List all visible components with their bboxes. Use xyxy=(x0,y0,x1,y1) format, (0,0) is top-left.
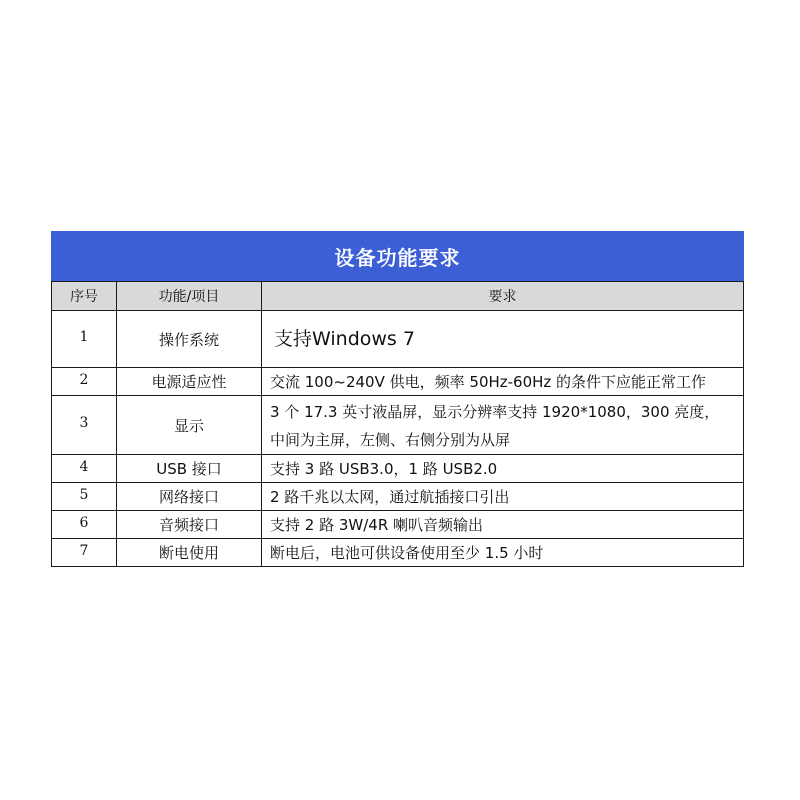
device-function-requirements-table xyxy=(51,231,744,567)
table-row xyxy=(52,539,744,567)
row-function: 音频接口 xyxy=(117,511,262,539)
row-requirement: 断电后，电池可供设备使用至少 1.5 小时 xyxy=(262,539,744,567)
row-requirement: 支持 2 路 3W/4R 喇叭音频输出 xyxy=(262,511,744,539)
row-requirement: 支持Windows 7 xyxy=(262,311,744,368)
row-num: 6 xyxy=(52,511,117,539)
row-num: 2 xyxy=(52,368,117,396)
table-row xyxy=(52,311,744,368)
row-function: 操作系统 xyxy=(117,311,262,368)
row-requirement xyxy=(262,396,744,455)
row-requirement: 2 路千兆以太网，通过航插接口引出 xyxy=(262,483,744,511)
header-function: 功能/项目 xyxy=(117,282,262,311)
table-title: 设备功能要求 xyxy=(52,232,744,282)
table-row xyxy=(52,396,744,455)
row-function: USB 接口 xyxy=(117,455,262,483)
row-num: 4 xyxy=(52,455,117,483)
row-function: 电源适应性 xyxy=(117,368,262,396)
row-num: 7 xyxy=(52,539,117,567)
row-num: 5 xyxy=(52,483,117,511)
table-row xyxy=(52,483,744,511)
table-row xyxy=(52,455,744,483)
row-requirement-line: 3 个 17.3 英寸液晶屏，显示分辨率支持 1920*1080，300 亮度， xyxy=(270,403,720,421)
header-requirement: 要求 xyxy=(262,282,744,311)
row-function: 网络接口 xyxy=(117,483,262,511)
table-row xyxy=(52,511,744,539)
row-requirement-line: 中间为主屏，左侧、右侧分别为从屏 xyxy=(270,431,511,449)
row-num: 1 xyxy=(52,311,117,368)
header-num: 序号 xyxy=(52,282,117,311)
table-title-row xyxy=(52,232,744,282)
row-num: 3 xyxy=(52,396,117,455)
row-requirement: 交流 100~240V 供电，频率 50Hz-60Hz 的条件下应能正常工作 xyxy=(262,368,744,396)
row-requirement: 支持 3 路 USB3.0，1 路 USB2.0 xyxy=(262,455,744,483)
row-function: 断电使用 xyxy=(117,539,262,567)
row-function: 显示 xyxy=(117,396,262,455)
table-row xyxy=(52,368,744,396)
table-header-row xyxy=(52,282,744,311)
